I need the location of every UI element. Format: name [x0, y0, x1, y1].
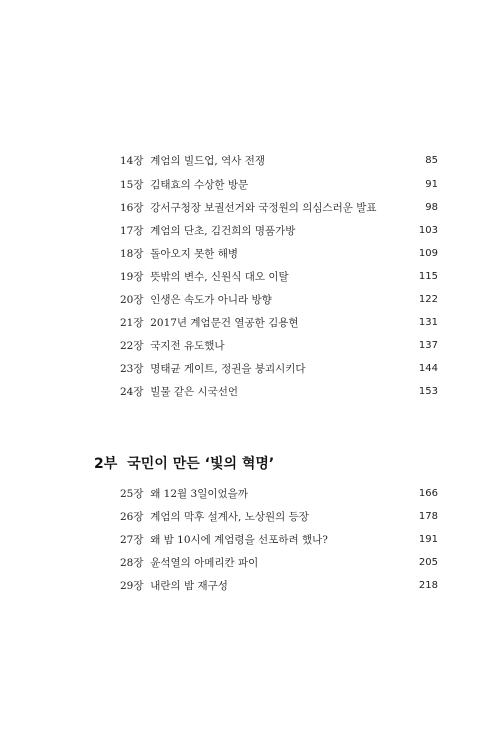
- toc-entry-title: 24장 빌물 같은 시국선언: [120, 386, 239, 398]
- toc-entry-page: 91: [425, 179, 438, 190]
- toc-entry-page: 191: [418, 534, 438, 545]
- toc-entry[interactable]: [120, 267, 438, 287]
- toc-entry[interactable]: [120, 359, 438, 379]
- toc-entry[interactable]: [120, 553, 438, 573]
- toc-entry-page: 166: [418, 488, 438, 499]
- toc-entry-page: 131: [418, 317, 438, 328]
- toc-entry[interactable]: [120, 336, 438, 356]
- toc-entry-title: 22장 국지전 유도했나: [120, 340, 225, 352]
- toc-entry[interactable]: [120, 507, 438, 527]
- toc-entry-page: 109: [418, 248, 438, 259]
- toc-entry[interactable]: [120, 221, 438, 241]
- toc-entry[interactable]: [120, 313, 438, 333]
- toc-entry-title: 19장 뜻밖의 변수, 신원식 대오 이탈: [120, 271, 289, 283]
- toc-entry-page: 144: [418, 363, 438, 374]
- toc-entry[interactable]: [120, 175, 438, 195]
- toc-entry-page: 178: [418, 511, 438, 522]
- toc-entry[interactable]: [120, 484, 438, 504]
- toc-entry-page: 85: [425, 155, 438, 166]
- toc-entry-page: 122: [418, 294, 438, 305]
- toc-entry-title: 18장 돌아오지 못한 해병: [120, 248, 239, 260]
- toc-entry-title: 20장 인생은 속도가 아니라 방향: [120, 294, 272, 306]
- toc-entry-title: 21장 2017년 계엄문건 열공한 김용현: [120, 317, 299, 329]
- toc-entry-page: 115: [418, 271, 438, 282]
- toc-entry-title: 15장 김태효의 수상한 방문: [120, 179, 249, 191]
- toc-entry[interactable]: [120, 290, 438, 310]
- toc-entry[interactable]: [120, 576, 438, 596]
- toc-entry[interactable]: [120, 198, 438, 218]
- toc-entry-title: 26장 계엄의 막후 설계사, 노상원의 등장: [120, 511, 309, 523]
- toc-entry[interactable]: [120, 244, 438, 264]
- toc-entry-page: 218: [418, 580, 438, 591]
- toc-entry-title: 27장 왜 밤 10시에 계엄령을 선포하려 했나?: [120, 534, 328, 546]
- toc-entry-page: 137: [418, 340, 438, 351]
- toc-entry[interactable]: [120, 382, 438, 402]
- toc-entry-page: 205: [418, 557, 438, 568]
- toc-entry-page: 103: [418, 225, 438, 236]
- toc-entry-page: 98: [425, 202, 438, 213]
- toc-entry-title: 28장 윤석열의 아메리칸 파이: [120, 557, 259, 569]
- part-heading: [94, 452, 274, 476]
- toc-entry-page: 153: [418, 386, 438, 397]
- toc-entry-title: 25장 왜 12월 3일이었을까: [120, 488, 248, 500]
- toc-entry[interactable]: [120, 530, 438, 550]
- toc-entry-title: 16장 강서구청장 보궐선거와 국정원의 의심스러운 발표: [120, 202, 377, 214]
- toc-entry[interactable]: [120, 151, 438, 171]
- toc-entry-title: 29장 내란의 밤 재구성: [120, 580, 228, 592]
- toc-entry-title: 23장 명태균 게이트, 정권을 붕괴시키다: [120, 363, 306, 375]
- part-title: 국민이 만든 ‘빛의 혁명’: [127, 456, 275, 472]
- toc-entry-title: 17장 계엄의 단초, 김건희의 명품가방: [120, 225, 296, 237]
- part-label: 2부: [94, 456, 118, 472]
- toc-entry-title: 14장 계엄의 빌드업, 역사 전쟁: [120, 155, 265, 167]
